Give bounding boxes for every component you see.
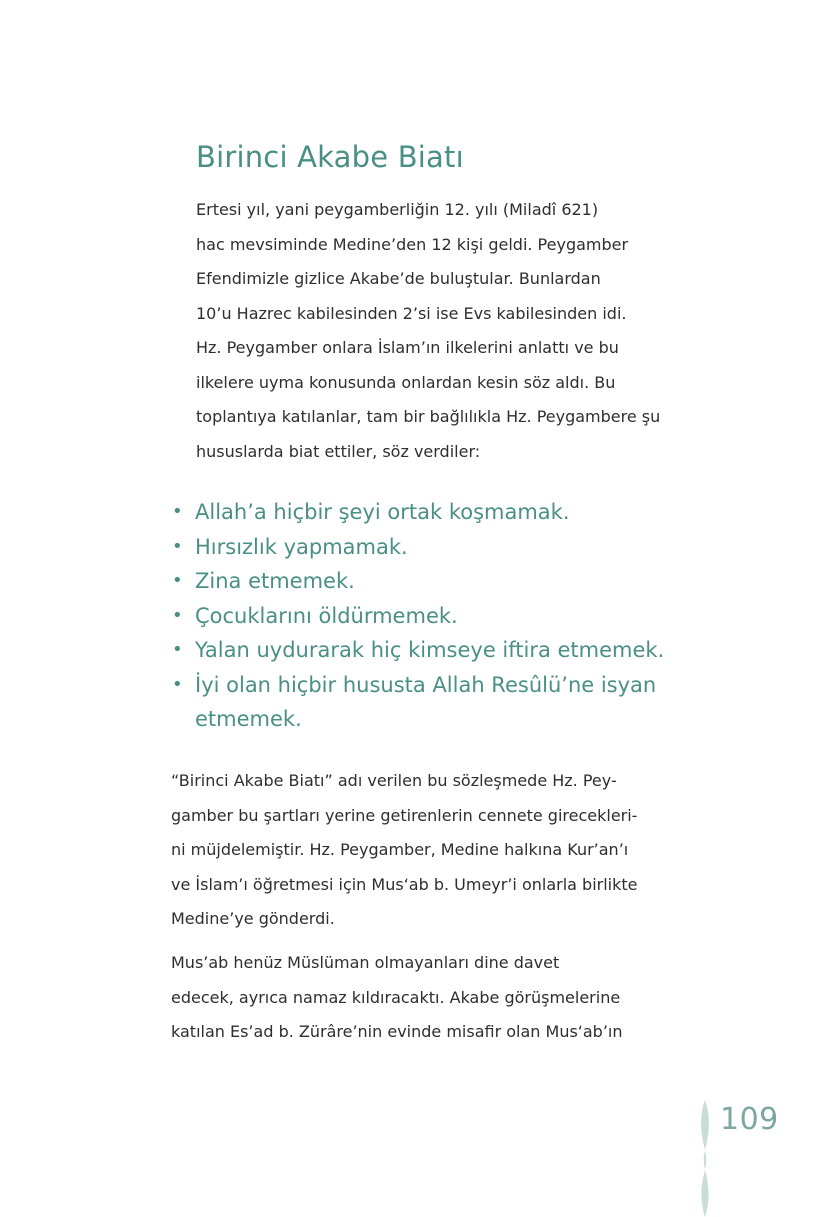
bullet-icon: • (172, 501, 183, 522)
bullet-icon: • (172, 639, 183, 660)
list-item-continuation: etmemek. (195, 707, 302, 731)
text-line: Medine’ye gönderdi. (171, 909, 335, 928)
body-paragraph (171, 764, 691, 937)
page-number: 109 (720, 1102, 779, 1137)
section-heading: Birinci Akabe Biatı (196, 140, 464, 174)
text-line: edecek, ayrıca namaz kıldıracaktı. Akabe görüşmelerine (171, 987, 621, 1007)
list-item-text: Çocuklarını öldürmemek. (195, 603, 458, 628)
page-ornament-icon (693, 1100, 717, 1217)
text-line: Ertesi yıl, yani peygamberliğin 12. yılı (Miladî 621) (196, 200, 599, 219)
text-line: katılan Es’ad b. Zürâre’nin evinde misafir olan Mus‘ab’ın (171, 1022, 623, 1041)
text-line: ve İslam’ı öğretmesi için Mus‘ab b. Umeyr’i onlarla birlikte (171, 874, 638, 894)
list-item-text: Zina etmemek. (195, 569, 355, 593)
text-line: Efendimizle gizlice Akabe’de buluştular. Bunlardan (196, 269, 601, 288)
text-line: Hz. Peygamber onlara İslam’ın ilkelerini anlattı ve bu (196, 338, 619, 357)
list-item-text: Hırsızlık yapmamak. (195, 534, 408, 559)
text-line: ni müjdelemiştir. Hz. Peygamber, Medine halkına Kur’an’ı (171, 840, 629, 859)
list-item-text: İyi olan hiçbir hususta Allah Resûlü’ne isyan (195, 672, 657, 697)
list-item (170, 599, 690, 634)
text-line: ilkelere uyma konusunda onlardan kesin söz aldı. Bu (196, 372, 616, 392)
list-item (170, 564, 690, 599)
text-line: “Birinci Akabe Biatı” adı verilen bu sözleşmede Hz. Pey- (171, 771, 617, 790)
bullet-icon: • (172, 604, 183, 626)
body-paragraph (171, 946, 691, 1050)
text-line: hususlarda biat ettiler, söz verdiler: (196, 441, 481, 461)
text-line: toplantıya katılanlar, tam bir bağlılıkla Hz. Peygambere şu (196, 407, 661, 426)
list-item-text: Yalan uydurarak hiç kimseye iftira etmemek. (195, 638, 665, 662)
list-item (170, 633, 690, 668)
pledge-list (170, 495, 690, 737)
text-line: gamber bu şartları yerine getirenlerin cennete girecekleri- (171, 805, 638, 825)
bullet-icon: • (172, 535, 183, 557)
list-item-text: Allah’a hiçbir şeyi ortak koşmamak. (195, 500, 570, 524)
text-line: 10’u Hazrec kabilesinden 2’si ise Evs kabilesinden idi. (196, 303, 627, 323)
list-item (170, 530, 690, 565)
text-line: Mus’ab henüz Müslüman olmayanları dine davet (171, 953, 560, 972)
bullet-icon: • (172, 673, 183, 695)
list-item (170, 495, 690, 530)
intro-paragraph (196, 193, 696, 469)
list-item (170, 668, 690, 737)
bullet-icon: • (172, 570, 183, 591)
text-line: hac mevsiminde Medine’den 12 kişi geldi. Peygamber (196, 234, 629, 254)
